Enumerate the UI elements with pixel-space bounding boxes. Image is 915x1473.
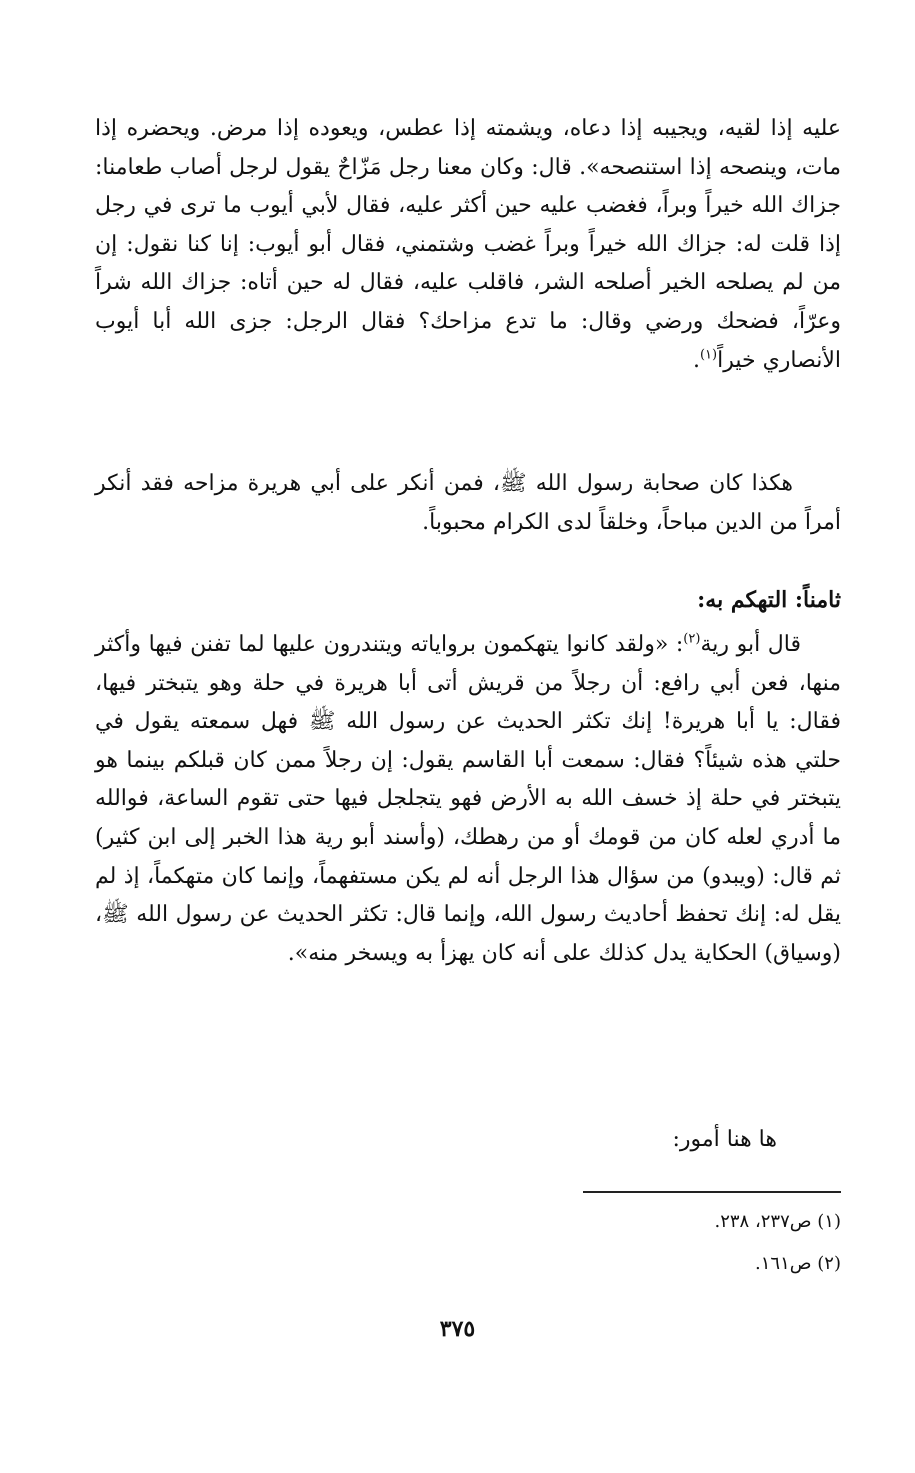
footnote-1-number: (١) <box>817 1211 841 1232</box>
paragraph-3-text: : «ولقد كانوا يتهكمون برواياته ويتندرون عليها لما تفنن فيها وأكثر منها، فعن أبي رافع: أن رجلاً من قريش أتى أبا هريرة في حلة وهو يتبختر فيها، فقال: يا أبا هريرة! إنك تكثر الحديث عن رسول الله ﷺ فهل سمعته يقول في حلتي هذه شيئاً؟ فقال: سمعت أبا القاسم يقول: إن رجلاً ممن كان قبلكم بينما هو يتبختر في حلة إذ خسف الله به الأرض فهو يتجلجل فيها حتى تقوم الساعة، فوالله ما أدري لعله كان من قومك أو من رهطك، (وأسند أبو رية هذا الخبر إلى ابن كثير) ثم قال: (ويبدو) من سؤال هذا الرجل أنه لم يكن مستفهماً، وإنما كان متهكماً، إذ لم يقل له: إنك تحفظ أحاديث رسول الله، وإنما قال: تكثر الحديث عن رسول الله ﷺ، (وسياق) الحكاية يدل كذلك على أنه كان يهزأ به ويسخر منه». <box>95 632 841 966</box>
footnote-2-number: (٢) <box>817 1253 841 1274</box>
paragraph-1 <box>95 110 841 380</box>
paragraph-2: هكذا كان صحابة رسول الله ﷺ، فمن أنكر على أبي هريرة مزاحه فقد أنكر أمراً من الدين مباحاً، وخلقاً لدى الكرام محبوباً. <box>95 471 841 535</box>
footnote-ref-1: (١) <box>699 347 718 363</box>
page-number: ٣٧٥ <box>439 1316 476 1342</box>
paragraph-3 <box>95 626 841 973</box>
paragraph-1-tail: . <box>692 347 700 373</box>
paragraph-1-text: عليه إذا لقيه، ويجيبه إذا دعاه، ويشمته إذا عطس، ويعوده إذا مرض. ويحضره إذا مات، وينصحه إذا استنصحه». قال: وكان معنا رجل مَزّاحٌ يقول لرجل أصاب طعامنا: جزاك الله خيراً وبراً، فغضب عليه حين أكثر عليه، فقال لأبي أيوب ما ترى في رجل إذا قلت له: جزاك الله خيراً وبراً غضب وشتمني، فقال أبو أيوب: إنا كنا نقول: إن من لم يصلحه الخير أصلحه الشر، فاقلب عليه، فقال له حين أتاه: جزاك الله شراً وعرّاً، فضحك ورضي وقال: ما تدع مزاحك؟ فقال الرجل: جزى الله أبا أيوب الأنصاري خيراً <box>95 116 841 373</box>
footnote-1 <box>714 1210 841 1234</box>
section-heading: ثامناً: التهكم به: <box>697 587 841 613</box>
footnote-ref-2: (٢) <box>683 631 701 647</box>
paragraph-3-lead: قال أبو رية <box>700 632 801 657</box>
footnote-2-text: ص١٦١. <box>755 1253 812 1274</box>
footnote-1-text: ص٢٣٧، ٢٣٨. <box>714 1211 812 1232</box>
footnote-2 <box>755 1252 841 1276</box>
footnote-divider <box>583 1191 841 1193</box>
paragraph-4: ها هنا أمور: <box>672 1127 777 1152</box>
